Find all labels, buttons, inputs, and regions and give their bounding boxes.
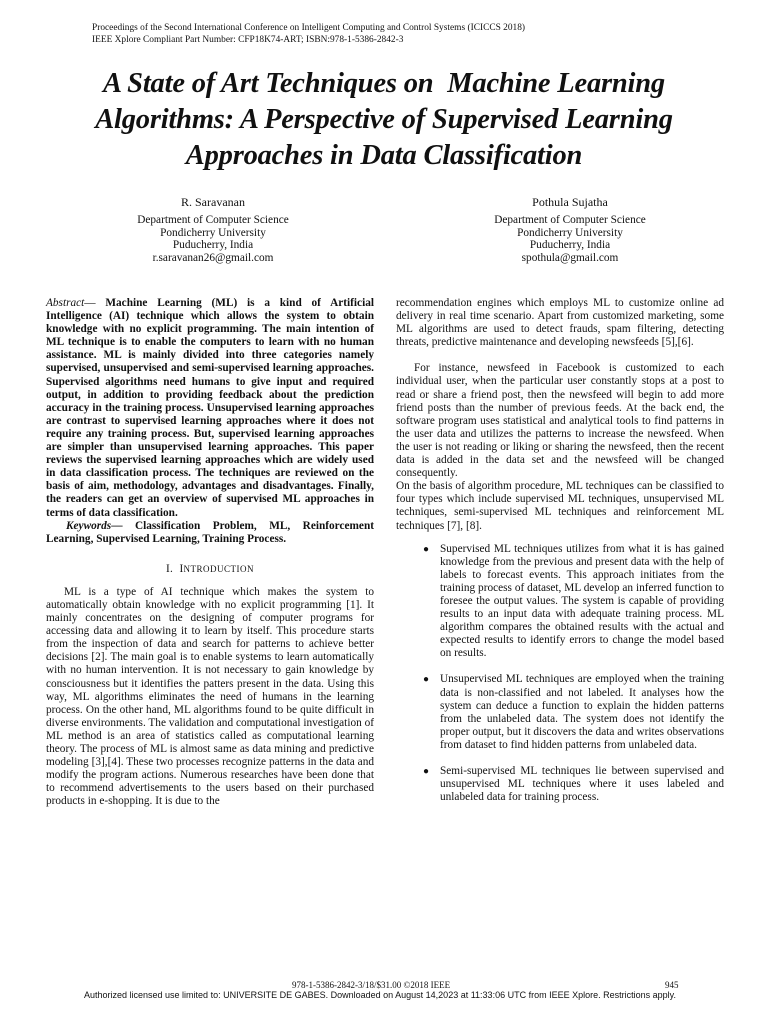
keywords-label: Keywords	[66, 519, 112, 532]
header-line-1: Proceedings of the Second International Conference on Intelligent Computing and Control Systems (ICICCS 2018)	[92, 23, 525, 33]
author-department: Department of Computer Science	[137, 213, 289, 226]
section-number: I.	[166, 562, 174, 575]
author-university: Pondicherry University	[517, 226, 623, 239]
section-title-rest: NTRODUCTION	[183, 563, 254, 574]
author-name: Pothula Sujatha	[532, 195, 608, 209]
paragraph-continued: recommendation engines which employs ML to customize online ad delivery in real time scenario. Apart from customized marketing, some ML algorithms are used to detect frauds, spam filtering, detecting threats, predictive maintenance and developing newsfeeds [5],[6].	[396, 297, 724, 349]
list-item: ● Supervised ML techniques utilizes from what it is has gained knowledge from the previous and present data with the help of labels to forecast events. This approach initiates from the training process of dataset, ML develop an inferred function to foresee the output values. The system is capable of providing results to an input data with adequate training process. ML algorithm compares the obtained results with the actual and expected results to identify errors to change the model based on results.	[423, 542, 724, 660]
abstract-dash: —	[84, 297, 106, 309]
copyright-footer: 978-1-5386-2842-3/18/$31.00 ©2018 IEEE	[292, 980, 451, 990]
proceedings-header	[92, 22, 525, 46]
paper-title	[30, 66, 738, 174]
author-email[interactable]: spothula@gmail.com	[521, 252, 619, 265]
section-title-initial: I	[179, 562, 184, 575]
keywords-text: — Classification Problem, ML, Reinforcement Learning, Supervised Learning, Training Process.	[46, 519, 374, 545]
bullet-icon: ●	[423, 674, 430, 686]
abstract-text: Machine Learning (ML) is a kind of Artificial Intelligence (AI) technique which allows the system to obtain knowledge with no explicit programming. The main intention of ML technique is to enable the computers to learn with no human assistance. ML is mainly divided into three categories namely supervised, unsupervised and semi-supervised learning approaches. Supervised algorithms need humans to give input and required output, in addition to providing feedback about the prediction accuracy in the training process. Unsupervised learning approaches are contrast to supervised learning approaches where it does not require any training process. But, supervised learning approaches are simpler than unsupervised learning approaches. This paper reviews the supervised learning approaches which are widely used in data classification process. The techniques are reviewed on the basis of aim, methodology, advantages and disadvantages. Finally, the readers can get an overview of supervised ML approaches in terms of data classification.	[46, 297, 374, 519]
intro-paragraph: ML is a type of AI technique which makes the system to automatically obtain knowledge with no explicit programming [1]. It mainly concentrates on the designing of computer programs for accessing data and allowing it to learn by itself. This procedure starts from the inspection of data and search for patterns to achieve better decisions [2]. The main goal is to enable systems to learn automatically with no human intervention. It is not necessary to gain knowledge by consciousness but it identifies the patters present in the data. Using this way, ML algorithms eliminates the need of humans in the learning process. On the other hand, ML algorithms found to be quite difficult in diverse environments. The validation and computational investigation of ML method is an area of statistics called as computational learning theory. The process of ML is almost same as data mining and predictive modeling [3],[4]. These two processes recognize patterns in the data and modify the program actions. Numerous researches have been done that to recommend advertisements to the users based on their purchased products in e-shopping. It is due to the	[46, 585, 374, 808]
author-university: Pondicherry University	[160, 226, 266, 239]
abstract	[46, 297, 374, 520]
author-block-2	[440, 196, 700, 265]
author-email[interactable]: r.saravanan26@gmail.com	[152, 252, 274, 265]
bullet-icon: ●	[423, 766, 430, 777]
list-item: ● Unsupervised ML techniques are employed when the training data is non-classified and not labeled. It analyses how the system can deduce a function to explain the hidden patterns from the unlabeled data. The system does not identify the proper output, but it discovers the data and writes observations from dataset to find hidden patterns from unlabeled data.	[423, 673, 724, 751]
author-department: Department of Computer Science	[494, 213, 646, 226]
title-line-2: Algorithms: A Perspective of Supervised Learning	[95, 104, 673, 135]
section-heading-introduction	[46, 563, 374, 576]
page-number: 945	[665, 980, 679, 990]
license-footer: Authorized licensed use limited to: UNIVERSITE DE GABES. Downloaded on August 14,2023 at 11:33:06 UTC from IEEE Xplore. Restrictions apply.	[84, 990, 676, 1000]
header-line-2: IEEE Xplore Compliant Part Number: CFP18K74-ART; ISBN:978-1-5386-2842-3	[92, 35, 404, 45]
bullet-icon: ●	[423, 543, 430, 555]
list-item: ● Semi-supervised ML techniques lie between supervised and unsupervised ML techniques where it uses labeled and unlabeled data for training process.	[423, 765, 724, 804]
keywords	[46, 520, 374, 546]
paragraph-facebook: For instance, newsfeed in Facebook is customized to each individual user, when the particular user constantly stops at a post to read or share a friend post, then the newsfeed will begin to add more friend posts than the number of previous feeds. At the back end, the software program uses statistical and analytical tools to find patterns in the user data and utilizes the patterns to increase the newsfeed. When the user is not reading or liking or sharing the newsfeed, then the recent data is added in the data set and the newsfeed will be changed consequently.	[396, 362, 724, 480]
abstract-label: Abstract	[46, 297, 85, 309]
left-column	[46, 297, 374, 808]
title-line-1: A State of Art Techniques on Machine Learning	[103, 68, 665, 99]
paragraph-ml-types: On the basis of algorithm procedure, ML techniques can be classified to four types which include supervised ML techniques, unsupervised ML techniques, semi-supervised ML techniques and reinforcement ML techniques [7], [8].	[396, 480, 724, 532]
author-location: Puducherry, India	[172, 239, 254, 252]
author-name: R. Saravanan	[181, 195, 245, 209]
author-location: Puducherry, India	[529, 239, 611, 252]
right-column	[396, 297, 724, 817]
title-line-3: Approaches in Data Classification	[185, 140, 583, 171]
ml-types-list	[396, 543, 724, 805]
author-block-1	[88, 196, 338, 265]
